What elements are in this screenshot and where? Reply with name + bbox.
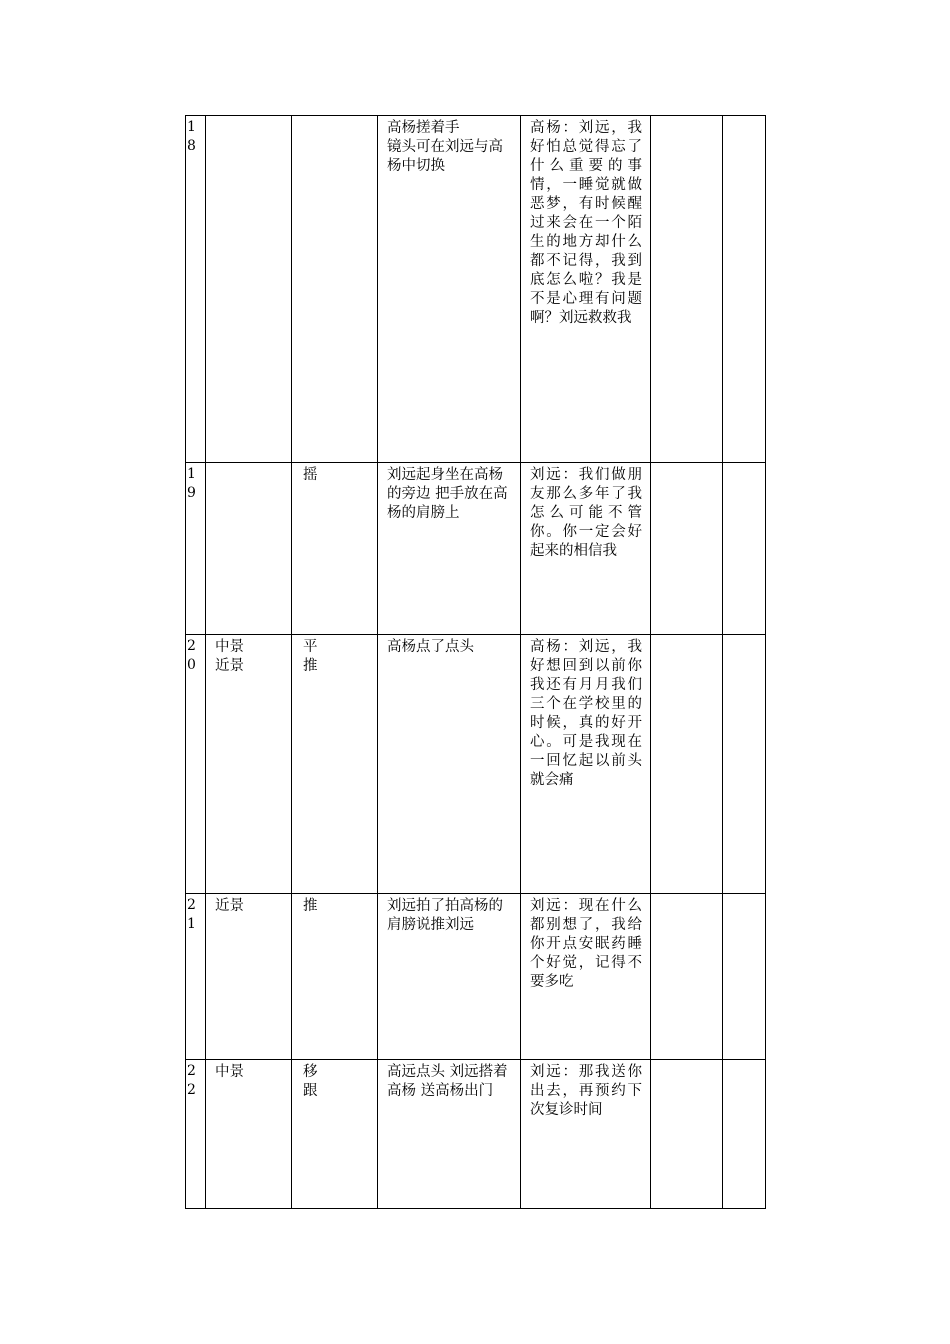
camera-move-cell: 摇 [292,463,378,635]
empty-cell [651,116,723,463]
table-row [186,116,766,463]
action-cell: 高远点头 刘远搭着高杨 送高杨出门 [378,1060,521,1209]
table-row [186,635,766,894]
action-text: 高杨搓着手 镜头可在刘远与高杨中切换 [387,120,503,174]
shot-size-cell: 近景 [206,894,292,1060]
empty-cell [723,1060,766,1209]
dialogue-cell: 高杨：刘远，我好怕总觉得忘了什么重要的事情，一睡觉就做恶梦，有时候醒过来会在一个陌生的地方却什么都不记得，我到底怎么啦？我是不是心理有问题啊？刘远救救我 [521,116,651,463]
dialogue-cell: 刘远：现在什么都别想了，我给你开点安眠药睡个好觉，记得不要多吃 [521,894,651,1060]
empty-cell [651,635,723,894]
empty-cell [723,635,766,894]
shot-size-cell [206,463,292,635]
camera-move-cell: 平 推 [292,635,378,894]
empty-cell [723,463,766,635]
shot-number: 19 [187,466,196,501]
table-row [186,463,766,635]
shot-number-cell [186,635,206,894]
shot-size-cell [206,116,292,463]
table-row [186,1060,766,1209]
shot-number-cell [186,116,206,463]
dialogue-cell: 刘远：我们做朋友那么多年了我怎么可能不管你。你一定会好起来的相信我 [521,463,651,635]
shot-number: 18 [187,119,196,154]
camera-move-cell [292,116,378,463]
shot-number: 22 [187,1063,196,1098]
action-cell: 刘远拍了拍高杨的肩膀说推刘远 [378,894,521,1060]
camera-move-cell: 推 [292,894,378,1060]
shot-number-cell [186,894,206,1060]
action-cell: 刘远起身坐在高杨的旁边 把手放在高杨的肩膀上 [378,463,521,635]
table-row [186,894,766,1060]
shot-number-cell [186,1060,206,1209]
empty-cell [651,894,723,1060]
shot-number: 20 [187,638,196,673]
action-cell: 高杨点了点头 [378,635,521,894]
shot-number: 21 [187,897,196,932]
action-cell [378,116,521,463]
empty-cell [651,463,723,635]
dialogue-cell: 刘远：那我送你出去，再预约下次复诊时间 [521,1060,651,1209]
empty-cell [723,894,766,1060]
empty-cell [723,116,766,463]
storyboard-table [185,115,766,1209]
empty-cell [651,1060,723,1209]
shot-size-cell: 中景 [206,1060,292,1209]
camera-move-cell: 移 跟 [292,1060,378,1209]
shot-number-cell [186,463,206,635]
dialogue-cell: 高杨：刘远，我好想回到以前你我还有月月我们三个在学校里的时候，真的好开心。可是我现在一回忆起以前头就会痛 [521,635,651,894]
shot-size-cell: 中景 近景 [206,635,292,894]
